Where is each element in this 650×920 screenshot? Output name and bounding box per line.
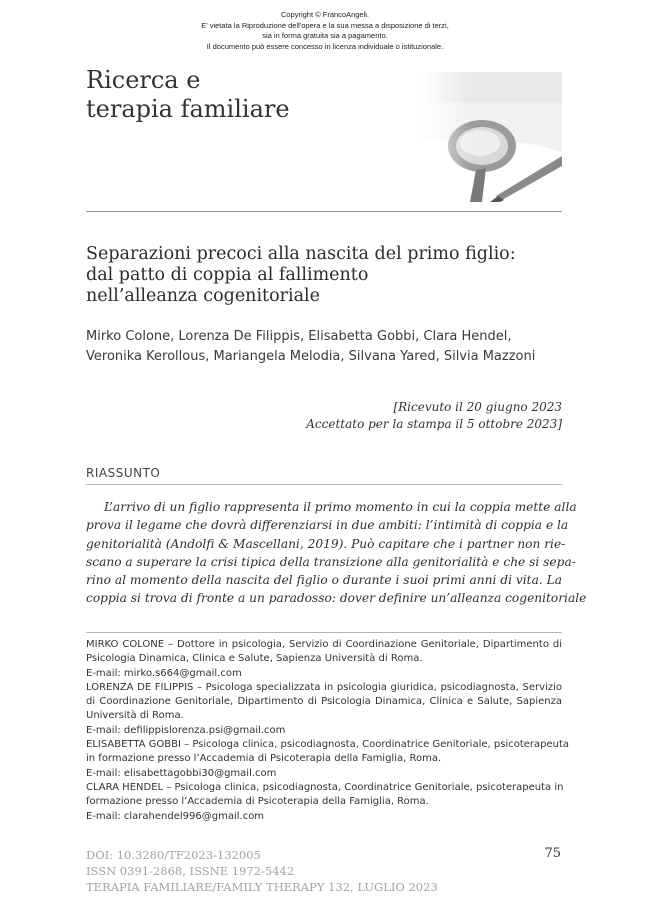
abstract-heading: RIASSUNTO xyxy=(86,466,161,480)
author-note-line: Università di Roma. xyxy=(86,710,184,722)
author-notes xyxy=(86,638,570,824)
copyright-line: E' vietata la Riproduzione dell'opera e la sua messa a disposizione di terzi, xyxy=(201,20,449,30)
journal-title-line: terapia familiare xyxy=(86,95,290,123)
abstract-line: scano a superare la crisi tipica della transizione alla genitorialità e che si sepa- xyxy=(86,554,576,569)
abstract-body xyxy=(86,498,587,608)
journal-title-line: Ricerca e xyxy=(86,66,201,94)
accepted-date: Accettato per la stampa il 5 ottobre 2023] xyxy=(306,417,562,431)
page-number: 75 xyxy=(544,846,561,861)
author-line: Mirko Colone, Lorenza De Filippis, Elisabetta Gobbi, Clara Hendel, xyxy=(86,329,512,344)
author-note-line: Psicologia Dinamica, Clinica e Salute, Sapienza Università di Roma. xyxy=(86,653,423,665)
doi: DOI: 10.3280/TF2023-132005 xyxy=(86,848,261,862)
abstract-divider xyxy=(86,484,562,485)
author-note-line: in formazione presso l’Accademia di Psicoterapia della Famiglia, Roma. xyxy=(86,753,442,765)
abstract-line: coppia si trova di fronte a un paradosso: dover definire un’alleanza cogenitoriale xyxy=(86,591,587,606)
abstract-line: prova il legame che dovrà differenziarsi in due ambiti: l’intimità di coppia e la xyxy=(86,518,569,533)
author-notes-divider xyxy=(86,632,562,633)
author-list xyxy=(86,327,566,367)
author-note-line: E-mail: clarahendel996@gmail.com xyxy=(86,810,265,822)
copyright-line: sia in forma gratuita sia a pagamento. xyxy=(262,31,388,40)
author-note-line: E-mail: defilippislorenza.psi@gmail.com xyxy=(86,724,286,736)
magnifying-glass-and-pen-icon xyxy=(420,72,562,202)
abstract-line: L’arrivo di un figlio rappresenta il primo momento in cui la coppia mette alla xyxy=(104,500,577,514)
publication-footer xyxy=(86,847,438,895)
article-title-line: dal patto di coppia al fallimento xyxy=(86,265,369,285)
abstract-line: rino al momento della nascita del figlio o durante i suoi primi anni di vita. La xyxy=(86,573,562,588)
header-divider xyxy=(86,211,562,212)
author-line: Veronika Kerollous, Mariangela Melodia, Silvana Yared, Silvia Mazzoni xyxy=(86,349,536,364)
abstract-line: genitorialità (Andolfi & Mascellani, 2019). Può capitare che i partner non rie- xyxy=(86,536,566,551)
copyright-notice xyxy=(0,10,650,52)
author-note-line: E-mail: mirko.s664@gmail.com xyxy=(86,667,242,679)
article-title-line: Separazioni precoci alla nascita del primo figlio: xyxy=(86,244,516,264)
author-note-line: di Coordinazione Genitoriale, Dipartimento di Psicologia Dinamica, Clinica e Salute, Sapienza xyxy=(86,696,562,708)
received-date: [Ricevuto il 20 giugno 2023 xyxy=(393,400,562,414)
author-note-line: MIRKO COLONE – Dottore in psicologia, Servizio di Coordinazione Genitoriale, Dipartimento di xyxy=(86,639,562,650)
article-title-line: nell’alleanza cogenitoriale xyxy=(86,286,320,306)
submission-dates xyxy=(306,399,562,433)
author-note-line: LORENZA DE FILIPPIS – Psicologa specializzata in psicologia giuridica, psicodiagnosta, Servizio xyxy=(86,681,562,693)
copyright-line: Il documento può essere concesso in licenza individuale o istituzionale. xyxy=(206,41,444,51)
author-note-line: CLARA HENDEL – Psicologa clinica, psicodiagnosta, Coordinatrice Genitoriale, psicoterapeuta in xyxy=(86,781,564,793)
journal-title xyxy=(86,66,290,124)
author-note-line: ELISABETTA GOBBI – Psicologa clinica, psicodiagnosta, Coordinatrice Genitoriale, psicoterapeuta xyxy=(86,739,570,751)
author-note-line: formazione presso l’Accademia di Psicoterapia della Famiglia, Roma. xyxy=(86,796,429,808)
author-note-line: E-mail: elisabettagobbi30@gmail.com xyxy=(86,767,277,779)
copyright-line: Copyright © FrancoAngeli. xyxy=(280,10,370,19)
article-title xyxy=(86,244,566,307)
issn: ISSN 0391-2868, ISSNE 1972-5442 xyxy=(86,864,295,878)
journal-issue: TERAPIA FAMILIARE/FAMILY THERAPY 132, LUGLIO 2023 xyxy=(86,880,438,894)
